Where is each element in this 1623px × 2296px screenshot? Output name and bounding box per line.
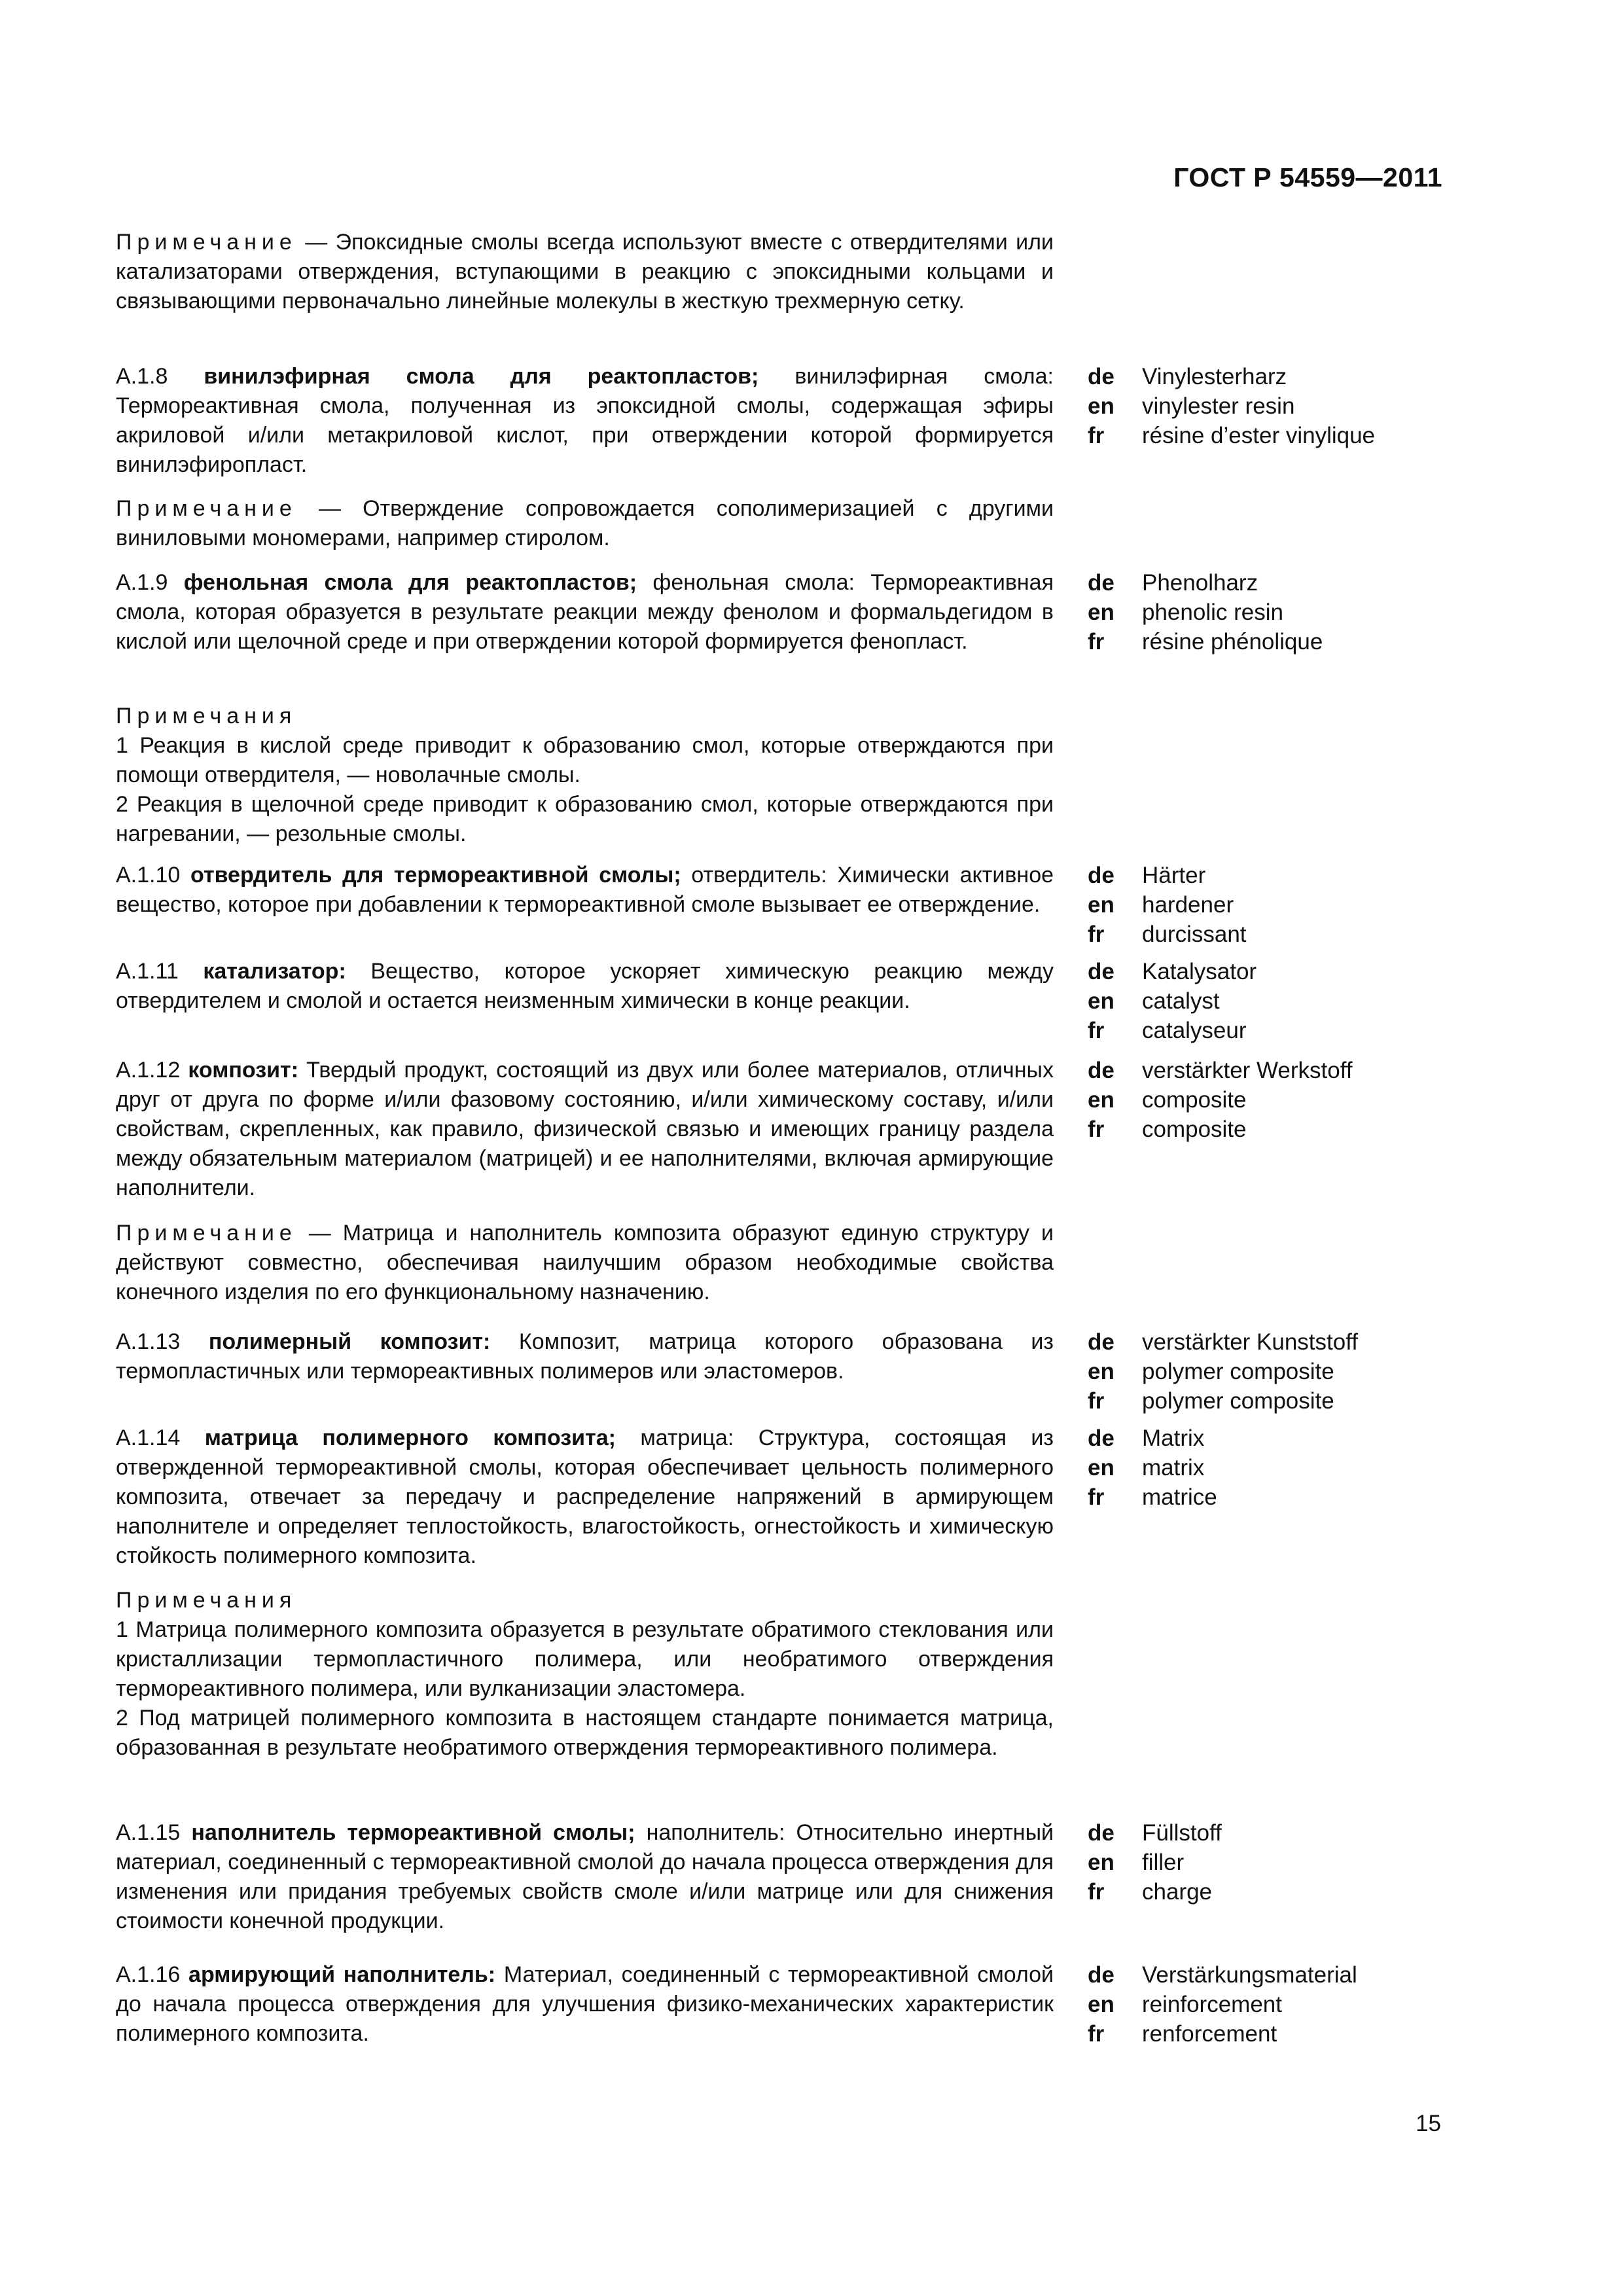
notes-phenolic [116, 702, 1623, 849]
term-definition-text: винилэфирная смола: Термореактивная смола, полученная из эпоксидной смолы, содержащая эфиры акриловой и/или метакриловой кислот, при отверждении которой формируется винилэфиропласт. [116, 364, 1054, 477]
term-equivalents [1088, 861, 1247, 949]
equivalent-fr [1088, 1115, 1353, 1144]
lang-code: de [1088, 959, 1115, 984]
equivalent-term: phenolic resin [1142, 600, 1283, 625]
lang-code: fr [1088, 922, 1105, 947]
equivalent-term: verstärkter Werkstoff [1142, 1058, 1353, 1083]
term-definition [116, 957, 1054, 1016]
equivalent-term: résine phénolique [1142, 629, 1323, 655]
term-definition-text: фенольная смола: Термореактивная смола, которая образуется в результате реакции между фенолом и формальдегидом в кислой или щелочной среде и при отверждении которой формируется фенопласт. [116, 570, 1054, 654]
term-definition-text: Материал, соединенный с термореактивной смолой до начала процесса отверждения для улучшения физико-механических характеристик полимерного композита. [116, 1962, 1054, 2046]
equivalent-en [1088, 1357, 1358, 1386]
equivalent-fr [1088, 627, 1323, 656]
term-definition [116, 1327, 1054, 1386]
lang-code: fr [1088, 1117, 1105, 1142]
term-entry-a1-15 [116, 1818, 1623, 1936]
note-label: Примечание [116, 496, 297, 521]
term-title: катализатор: [203, 959, 346, 984]
term-definition-text: Твердый продукт, состоящий из двух или более материалов, отличных друг от друга по форме и/или фазовому состоянию, и/или химическому составу, и/или свойствам, скрепленных, как правило, физической связью и имеющих границу раздела между обязательным материалом (матрицей) и ее наполнителями, включая армирующие наполнители. [116, 1058, 1054, 1200]
note-dash: — [296, 1221, 343, 1246]
lang-code: en [1088, 1850, 1115, 1875]
term-equivalents [1088, 1056, 1353, 1144]
note-text [116, 228, 1054, 316]
term-equivalents [1088, 1818, 1222, 1907]
equivalent-term: Vinylesterharz [1142, 364, 1287, 389]
note-label: Примечание [116, 230, 297, 255]
term-title: армирующий наполнитель: [188, 1962, 496, 1987]
equivalent-de [1088, 1327, 1358, 1357]
term-definition [116, 1056, 1054, 1203]
page-number: 15 [1416, 2111, 1441, 2136]
term-definition [116, 568, 1054, 656]
note-item: 1 Реакция в кислой среде приводит к образованию смол, которые отверждаются при помощи отвердителя, — новолачные смолы. [116, 733, 1054, 787]
term-title: фенольная смола для реактопластов; [183, 570, 637, 595]
term-number: А.1.9 [116, 570, 168, 595]
note-body: Отверждение сопровождается сополимеризацией с другими виниловыми мономерами, например стиролом. [116, 496, 1054, 550]
equivalent-term: hardener [1142, 892, 1234, 918]
term-definition [116, 1818, 1054, 1936]
term-definition-text: матрица: Структура, состоящая из отвержденной термореактивной смолы, которая обеспечивает цельность полимерного композита, отвечает за передачу и распределение напряжений в армирующем наполнителе и определяет теплостойкость, влагостойкость, огнестойкость и химическую стойкость полимерного композита. [116, 1426, 1054, 1568]
equivalent-term: reinforcement [1142, 1992, 1282, 2017]
equivalent-fr [1088, 920, 1247, 949]
term-definition [116, 1960, 1054, 2049]
term-definition [116, 362, 1054, 480]
lang-code: en [1088, 1087, 1115, 1113]
lang-code: fr [1088, 1484, 1105, 1510]
equivalent-term: matrice [1142, 1484, 1217, 1510]
equivalent-de [1088, 1960, 1357, 1990]
notes-label: Примечания [116, 704, 297, 728]
lang-code: fr [1088, 629, 1105, 655]
equivalent-fr [1088, 1016, 1257, 1045]
notes-text [116, 1586, 1054, 1763]
term-entry-a1-8 [116, 362, 1623, 480]
term-title: отвердитель для термореактивной смолы; [190, 863, 681, 888]
term-equivalents [1088, 568, 1323, 656]
lang-code: de [1088, 1426, 1115, 1451]
equivalent-en [1088, 598, 1323, 627]
term-entry-a1-12 [116, 1056, 1623, 1203]
lang-code: de [1088, 1962, 1115, 1988]
equivalent-en [1088, 1453, 1217, 1482]
term-number: А.1.15 [116, 1820, 181, 1845]
lang-code: de [1088, 364, 1115, 389]
equivalent-de [1088, 362, 1375, 391]
equivalent-de [1088, 568, 1323, 598]
equivalent-term: Phenolharz [1142, 570, 1258, 596]
equivalent-term: composite [1142, 1087, 1247, 1113]
term-equivalents [1088, 362, 1375, 450]
equivalent-fr [1088, 1482, 1217, 1512]
equivalent-term: polymer composite [1142, 1359, 1334, 1384]
note-dash: — [296, 496, 363, 521]
term-definition-text: Вещество, которое ускоряет химическую реакцию между отвердителем и смолой и остается неизменным химически в конце реакции. [116, 959, 1054, 1013]
equivalent-fr [1088, 421, 1375, 450]
term-title: наполнитель термореактивной смолы; [191, 1820, 635, 1845]
lang-code: de [1088, 1058, 1115, 1083]
lang-code: en [1088, 393, 1115, 419]
note-text [116, 494, 1054, 553]
equivalent-fr [1088, 2019, 1357, 2049]
term-definition-text: отвердитель: Химически активное вещество, которое при добавлении к термореактивной смоле вызывает ее отверждение. [116, 863, 1054, 917]
equivalent-term: renforcement [1142, 2021, 1277, 2047]
equivalent-term: Härter [1142, 863, 1206, 888]
term-number: А.1.14 [116, 1426, 181, 1450]
lang-code: en [1088, 1992, 1115, 2017]
equivalent-term: charge [1142, 1879, 1213, 1905]
equivalent-term: Füllstoff [1142, 1820, 1222, 1846]
lang-code: en [1088, 892, 1115, 918]
lang-code: en [1088, 1455, 1115, 1480]
note-composite [116, 1219, 1623, 1307]
term-definition-text: Композит, матрица которого образована из термопластичных или термореактивных полимеров или эластомеров. [116, 1329, 1054, 1384]
lang-code: fr [1088, 1388, 1105, 1414]
term-title: композит: [188, 1058, 299, 1083]
equivalent-en [1088, 1085, 1353, 1115]
term-number: А.1.8 [116, 364, 168, 389]
term-number: А.1.16 [116, 1962, 181, 1987]
equivalent-en [1088, 391, 1375, 421]
note-item: 1 Матрица полимерного композита образуется в результате обратимого стеклования или кристаллизации термопластичного полимера, или необратимого отверждения термореактивного полимера, или вулканизации эластомера. [116, 1617, 1054, 1701]
standard-id-header: ГОСТ Р 54559—2011 [1173, 162, 1442, 192]
equivalent-term: résine d’ester vinylique [1142, 423, 1376, 448]
equivalent-term: polymer composite [1142, 1388, 1334, 1414]
lang-code: de [1088, 570, 1115, 596]
equivalent-en [1088, 986, 1257, 1016]
note-epoxy [116, 228, 1623, 316]
note-body: Матрица и наполнитель композита образуют единую структуру и действуют совместно, обеспечивая наилучшим образом необходимые свойства конечного изделия по его функциональному назначению. [116, 1221, 1054, 1304]
equivalent-term: filler [1142, 1850, 1185, 1875]
term-number: А.1.12 [116, 1058, 181, 1083]
equivalent-de [1088, 861, 1247, 890]
term-title: матрица полимерного композита; [204, 1426, 616, 1450]
lang-code: en [1088, 1359, 1115, 1384]
equivalent-term: catalyseur [1142, 1018, 1247, 1043]
term-title: полимерный композит: [208, 1329, 491, 1354]
lang-code: fr [1088, 2021, 1105, 2047]
equivalent-term: matrix [1142, 1455, 1205, 1480]
equivalent-term: Matrix [1142, 1426, 1205, 1451]
term-equivalents [1088, 1960, 1357, 2049]
note-label: Примечание [116, 1221, 297, 1246]
lang-code: fr [1088, 1018, 1105, 1043]
notes-matrix [116, 1586, 1623, 1763]
term-entry-a1-10 [116, 861, 1623, 947]
term-entry-a1-16 [116, 1960, 1623, 2049]
equivalent-de [1088, 957, 1257, 986]
lang-code: en [1088, 600, 1115, 625]
term-entry-a1-13 [116, 1327, 1623, 1414]
equivalent-term: durcissant [1142, 922, 1247, 947]
note-item: 2 Под матрицей полимерного композита в настоящем стандарте понимается матрица, образованная в результате необратимого отверждения термореактивного полимера. [116, 1706, 1054, 1760]
term-entry-a1-9 [116, 568, 1623, 656]
note-body: Эпоксидные смолы всегда используют вместе с отвердителями или катализаторами отверждения, вступающими в реакцию с эпоксидными кольцами и связывающими первоначально линейные молекулы в жесткую трехмерную сетку. [116, 230, 1054, 314]
term-entry-a1-11 [116, 957, 1623, 1043]
notes-label: Примечания [116, 1588, 297, 1613]
term-equivalents [1088, 957, 1257, 1045]
equivalent-fr [1088, 1877, 1222, 1907]
note-dash: — [296, 230, 336, 255]
note-vinyl [116, 494, 1623, 553]
lang-code: de [1088, 863, 1115, 888]
lang-code: fr [1088, 1879, 1105, 1905]
equivalent-term: Katalysator [1142, 959, 1257, 984]
term-entry-a1-14 [116, 1424, 1623, 1571]
notes-text [116, 702, 1054, 849]
equivalent-de [1088, 1818, 1222, 1848]
term-equivalents [1088, 1424, 1217, 1512]
term-number: А.1.13 [116, 1329, 181, 1354]
term-number: А.1.11 [116, 959, 179, 984]
lang-code: de [1088, 1329, 1115, 1355]
note-item: 2 Реакция в щелочной среде приводит к образованию смол, которые отверждаются при нагревании, — резольные смолы. [116, 792, 1054, 846]
equivalent-fr [1088, 1386, 1358, 1416]
equivalent-de [1088, 1424, 1217, 1453]
equivalent-term: vinylester resin [1142, 393, 1295, 419]
term-title: винилэфирная смола для реактопластов; [204, 364, 759, 389]
term-definition [116, 861, 1054, 920]
equivalent-term: catalyst [1142, 988, 1220, 1014]
equivalent-en [1088, 890, 1247, 920]
term-equivalents [1088, 1327, 1358, 1416]
lang-code: en [1088, 988, 1115, 1014]
equivalent-term: composite [1142, 1117, 1247, 1142]
term-number: А.1.10 [116, 863, 181, 888]
note-text [116, 1219, 1054, 1307]
equivalent-en [1088, 1848, 1222, 1877]
equivalent-de [1088, 1056, 1353, 1085]
lang-code: de [1088, 1820, 1115, 1846]
term-definition [116, 1424, 1054, 1571]
equivalent-en [1088, 1990, 1357, 2019]
lang-code: fr [1088, 423, 1105, 448]
equivalent-term: Verstärkungsmaterial [1142, 1962, 1357, 1988]
term-definition-text: наполнитель: Относительно инертный материал, соединенный с термореактивной смолой до начала процесса отверждения для изменения или придания требуемых свойств смоле и/или матрице или для снижения стоимости конечной продукции. [116, 1820, 1054, 1933]
equivalent-term: verstärkter Kunststoff [1142, 1329, 1359, 1355]
